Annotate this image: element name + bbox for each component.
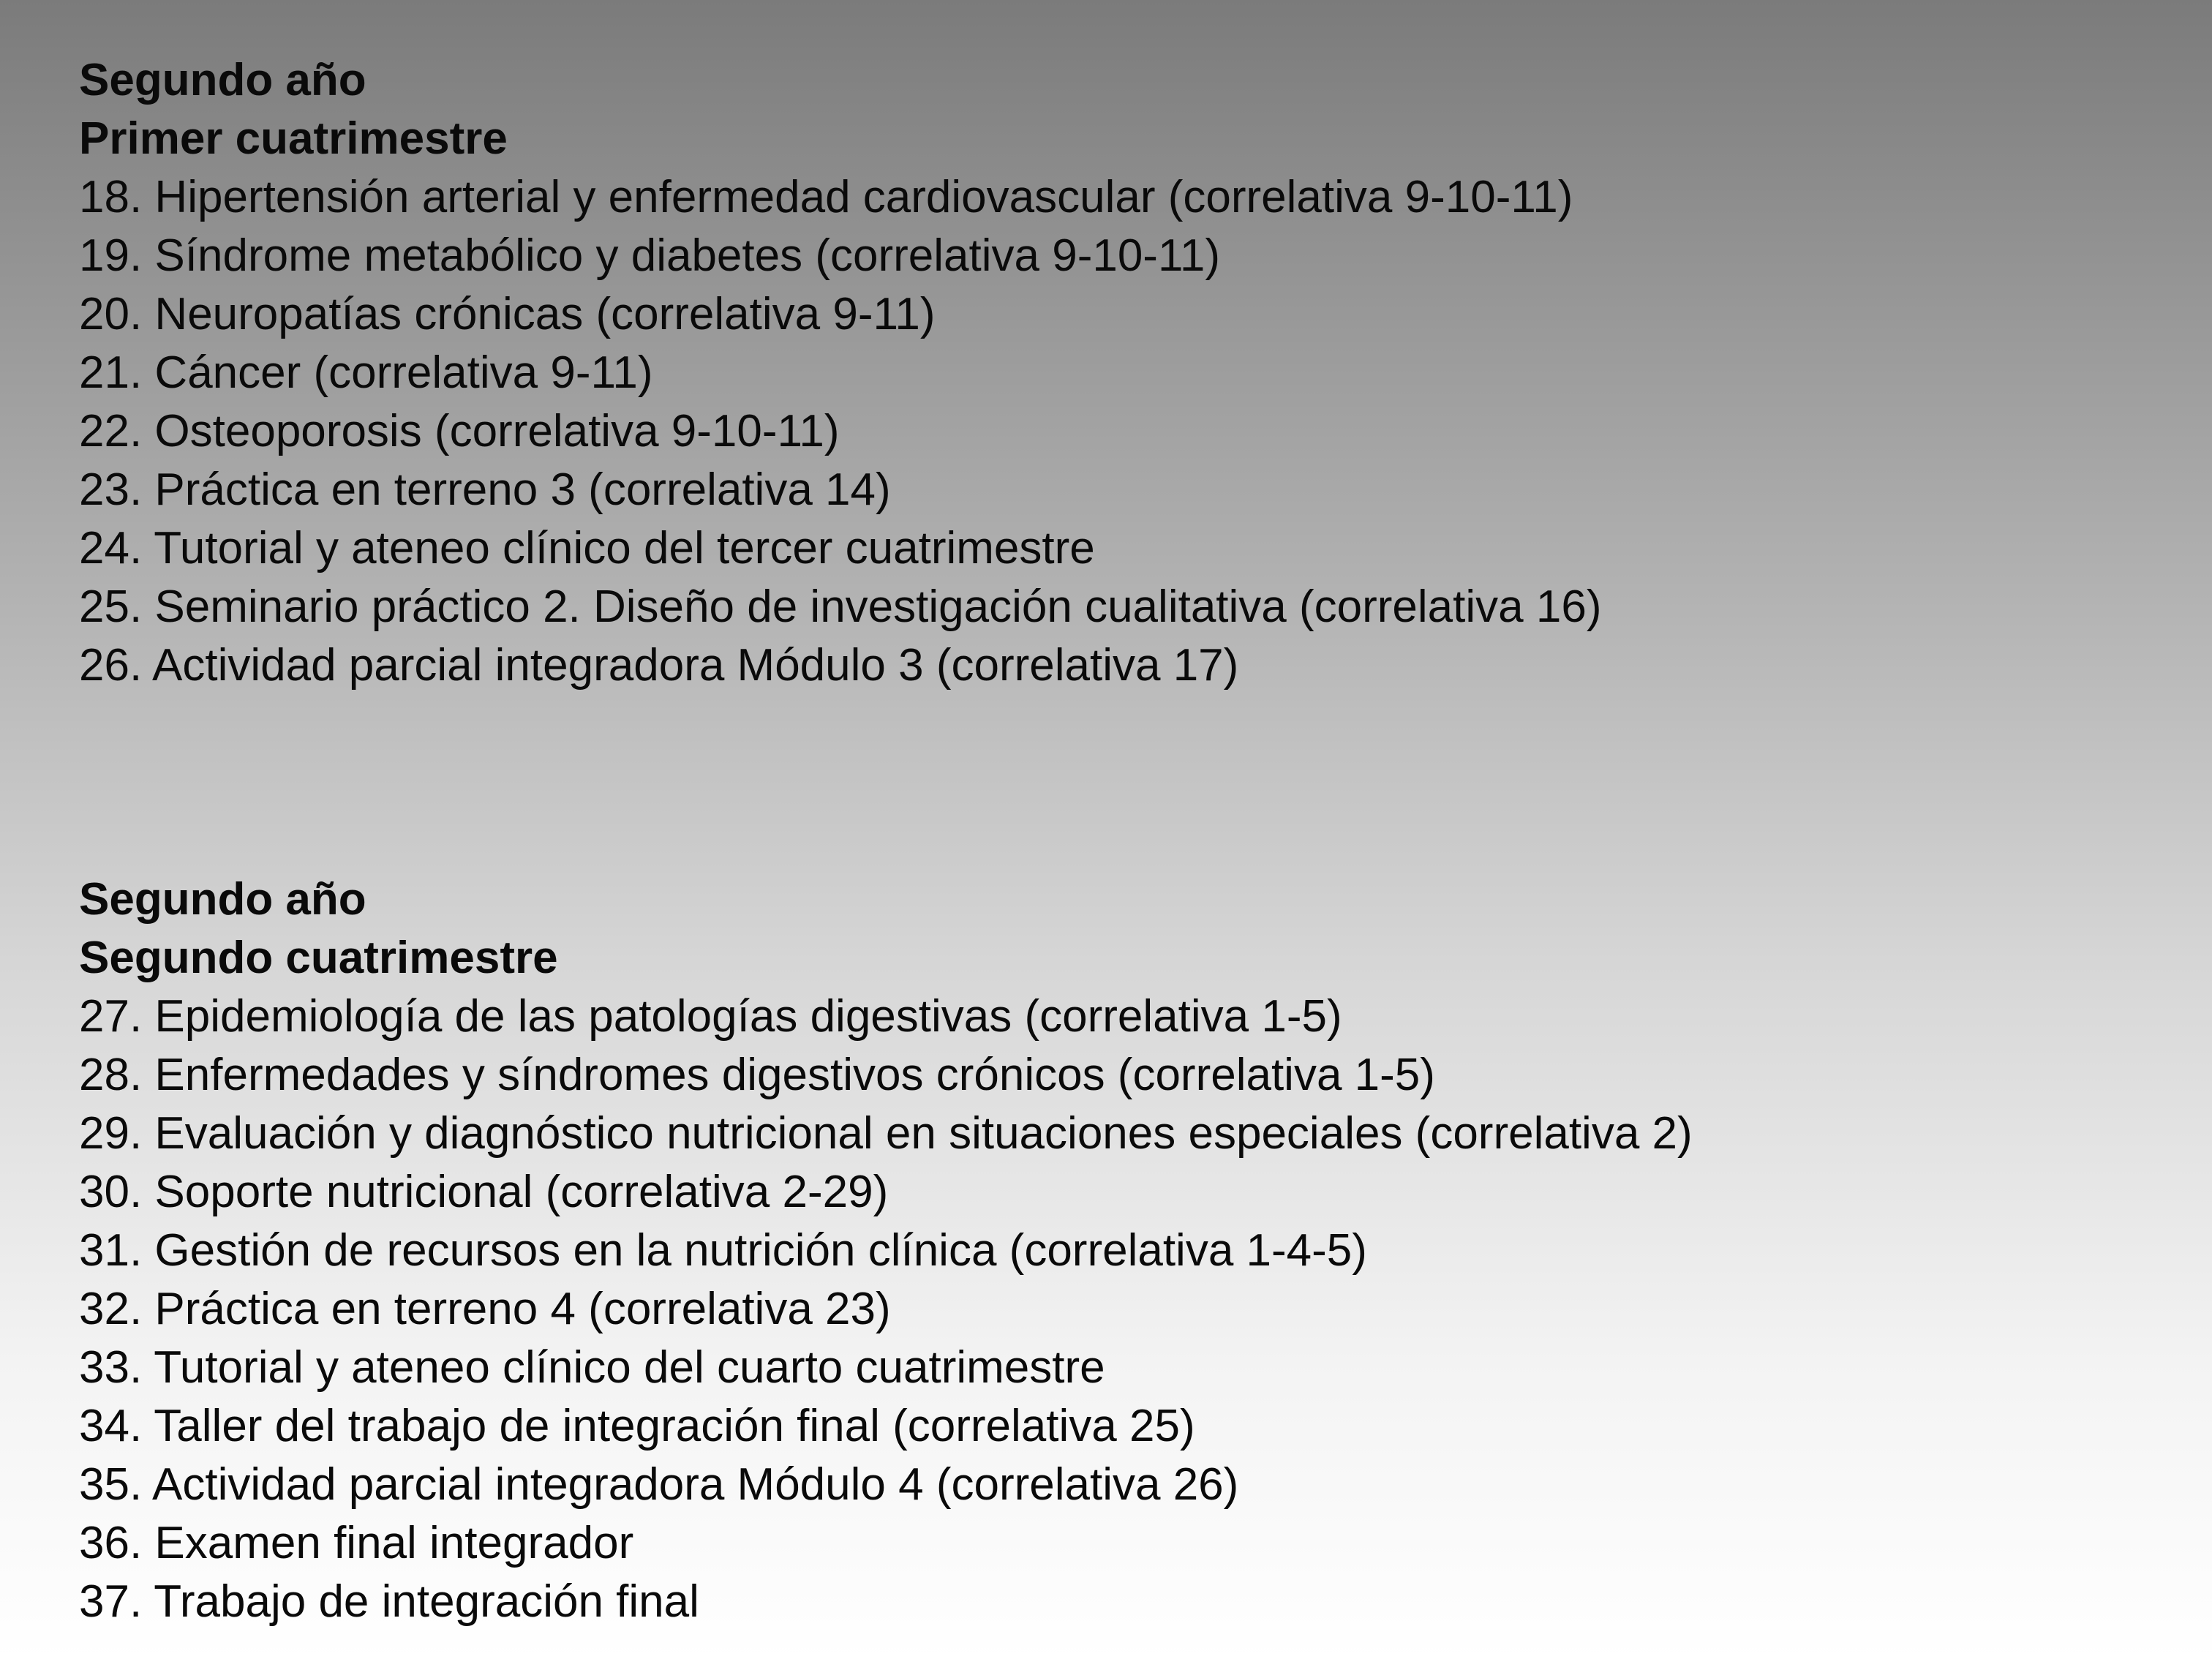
section-term-heading: Primer cuatrimestre: [79, 113, 508, 164]
course-item: 29. Evaluación y diagnóstico nutricional en situaciones especiales (correlativa 2): [79, 1108, 1693, 1159]
course-item: 37. Trabajo de integración final: [79, 1576, 699, 1627]
course-item: 21. Cáncer (correlativa 9-11): [79, 347, 653, 398]
course-item: 24. Tutorial y ateneo clínico del tercer cuatrimestre: [79, 523, 1095, 573]
course-item: 22. Osteoporosis (correlativa 9-10-11): [79, 406, 840, 456]
section-year-heading: Segundo año: [79, 55, 366, 105]
course-item: 36. Examen final integrador: [79, 1518, 634, 1568]
course-item: 30. Soporte nutricional (correlativa 2-29): [79, 1167, 889, 1217]
course-item: 23. Práctica en terreno 3 (correlativa 14): [79, 464, 891, 515]
course-item: 26. Actividad parcial integradora Módulo 3 (correlativa 17): [79, 640, 1239, 691]
course-item: 20. Neuropatías crónicas (correlativa 9-11): [79, 289, 936, 339]
course-item: 35. Actividad parcial integradora Módulo 4 (correlativa 26): [79, 1459, 1239, 1510]
course-item: 34. Taller del trabajo de integración final (correlativa 25): [79, 1401, 1195, 1451]
slide-content: [79, 51, 2127, 1631]
course-item: 25. Seminario práctico 2. Diseño de investigación cualitativa (correlativa 16): [79, 582, 1602, 632]
section-spacer: [79, 695, 2127, 870]
course-item: 28. Enfermedades y síndromes digestivos crónicos (correlativa 1-5): [79, 1050, 1435, 1100]
course-item: 33. Tutorial y ateneo clínico del cuarto cuatrimestre: [79, 1342, 1105, 1393]
course-item: 27. Epidemiología de las patologías digestivas (correlativa 1-5): [79, 991, 1342, 1042]
course-item: 18. Hipertensión arterial y enfermedad cardiovascular (correlativa 9-10-11): [79, 172, 1573, 222]
section-term-heading: Segundo cuatrimestre: [79, 933, 558, 983]
section-second-term: [79, 870, 2127, 1631]
section-year-heading: Segundo año: [79, 874, 366, 925]
section-first-term: [79, 51, 2127, 695]
course-item: 19. Síndrome metabólico y diabetes (correlativa 9-10-11): [79, 230, 1220, 281]
course-item: 31. Gestión de recursos en la nutrición clínica (correlativa 1-4-5): [79, 1225, 1367, 1276]
course-item: 32. Práctica en terreno 4 (correlativa 23): [79, 1284, 891, 1334]
